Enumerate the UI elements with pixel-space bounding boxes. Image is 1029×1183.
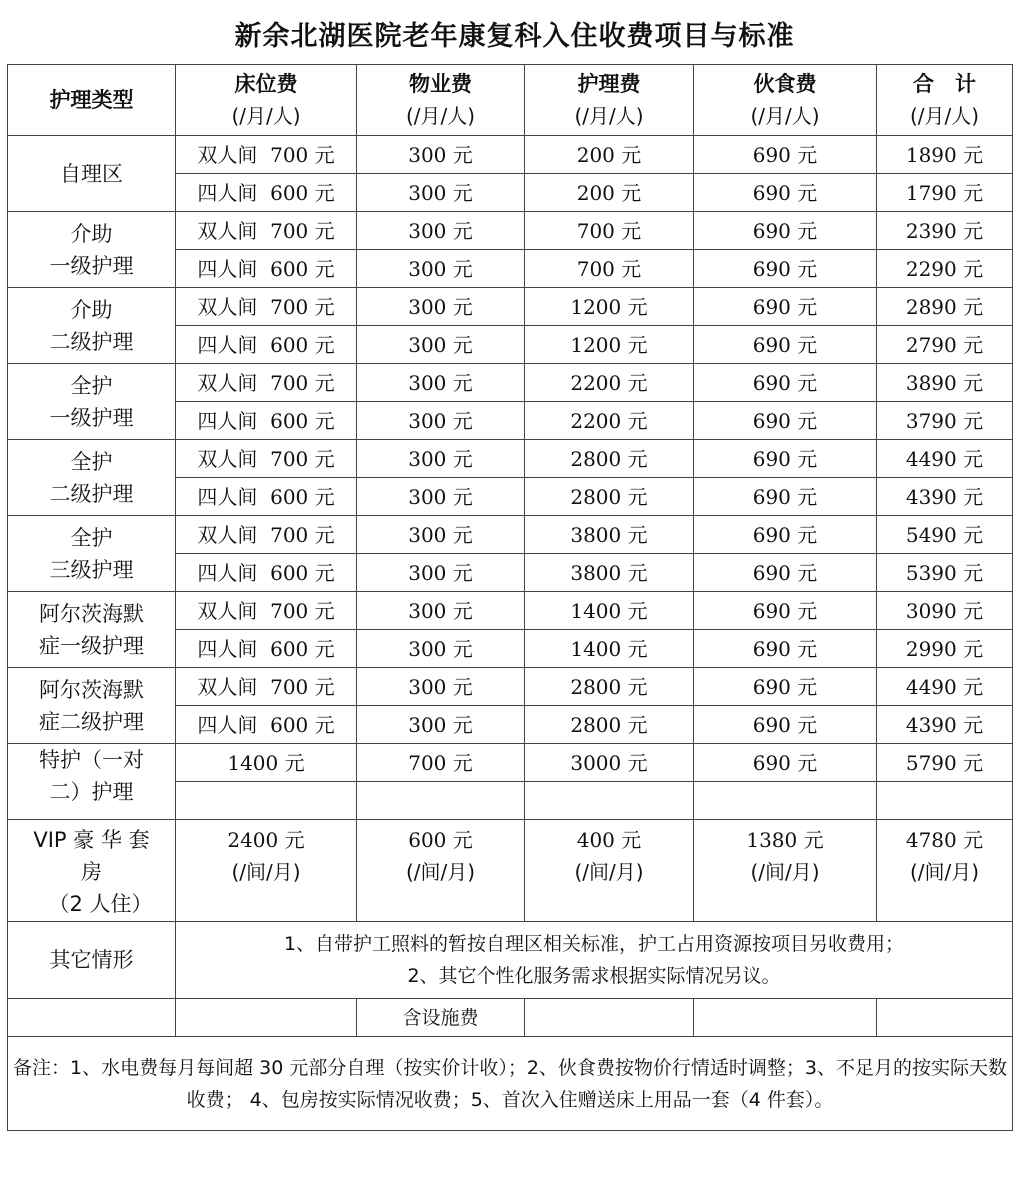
bed-fee — [176, 326, 357, 364]
facility-fee-note: 含设施费 — [357, 999, 525, 1037]
property-fee: 300 元 — [357, 250, 525, 288]
bed-fee — [176, 212, 357, 250]
meal-fee: 690 元 — [694, 288, 877, 326]
bed-fee-amount: 700 元 — [270, 294, 335, 319]
room-type: 四人间 — [197, 484, 258, 509]
nursing-fee: 700 元 — [525, 250, 694, 288]
room-type: 四人间 — [197, 332, 258, 357]
property-fee: 300 元 — [357, 668, 525, 706]
header-total: 合 计 (/月/人) — [877, 65, 1013, 136]
bed-fee-amount: 600 元 — [270, 408, 335, 433]
meal-fee: 690 元 — [694, 478, 877, 516]
property-fee: 300 元 — [357, 136, 525, 174]
care-type: 全护 三级护理 — [8, 516, 176, 592]
nursing-fee: 1400 元 — [525, 630, 694, 668]
bed-fee-amount: 600 元 — [270, 560, 335, 585]
fee-row — [8, 440, 1013, 478]
bed-fee: 2400 元 (/间/月) — [176, 820, 357, 922]
bed-fee — [176, 668, 357, 706]
meal-fee: 690 元 — [694, 744, 877, 782]
total-fee: 4390 元 — [877, 478, 1013, 516]
fee-table — [7, 64, 1013, 1131]
meal-fee: 690 元 — [694, 592, 877, 630]
total-fee: 5490 元 — [877, 516, 1013, 554]
empty-cell — [877, 782, 1013, 820]
empty-cell — [694, 999, 877, 1037]
bed-fee-amount: 600 元 — [270, 332, 335, 357]
care-type: 自理区 — [8, 136, 176, 212]
meal-fee: 690 元 — [694, 630, 877, 668]
facility-fee-row — [8, 999, 1013, 1037]
nursing-fee: 1200 元 — [525, 288, 694, 326]
bed-fee-amount: 700 元 — [270, 142, 335, 167]
total-fee: 1790 元 — [877, 174, 1013, 212]
meal-fee: 690 元 — [694, 516, 877, 554]
care-type: 阿尔茨海默 症一级护理 — [8, 592, 176, 668]
fee-row — [8, 592, 1013, 630]
property-fee: 300 元 — [357, 592, 525, 630]
other-situations-row — [8, 922, 1013, 999]
header-meal-fee: 伙食费 (/月/人) — [694, 65, 877, 136]
care-groups — [8, 136, 1013, 744]
meal-fee: 690 元 — [694, 326, 877, 364]
fee-row — [8, 668, 1013, 706]
fee-row — [8, 212, 1013, 250]
nursing-fee: 2800 元 — [525, 440, 694, 478]
nursing-fee: 2800 元 — [525, 668, 694, 706]
property-fee: 300 元 — [357, 174, 525, 212]
property-fee: 300 元 — [357, 288, 525, 326]
total-fee: 2990 元 — [877, 630, 1013, 668]
bed-fee: 1400 元 — [176, 744, 357, 782]
nursing-fee: 1400 元 — [525, 592, 694, 630]
nursing-fee: 2800 元 — [525, 478, 694, 516]
room-type: 双人间 — [197, 218, 258, 243]
care-type: 全护 二级护理 — [8, 440, 176, 516]
care-type: 介助 二级护理 — [8, 288, 176, 364]
nursing-fee: 3000 元 — [525, 744, 694, 782]
meal-fee: 690 元 — [694, 136, 877, 174]
nursing-fee: 3800 元 — [525, 516, 694, 554]
header-property-fee: 物业费 (/月/人) — [357, 65, 525, 136]
property-fee: 700 元 — [357, 744, 525, 782]
property-fee: 300 元 — [357, 364, 525, 402]
room-type: 双人间 — [197, 370, 258, 395]
room-type: 四人间 — [197, 636, 258, 661]
nursing-fee: 2200 元 — [525, 364, 694, 402]
meal-fee: 690 元 — [694, 364, 877, 402]
property-fee: 300 元 — [357, 706, 525, 744]
total-fee: 2790 元 — [877, 326, 1013, 364]
nursing-fee: 1200 元 — [525, 326, 694, 364]
bed-fee-amount: 600 元 — [270, 484, 335, 509]
other-situations-text: 1、自带护工照料的暂按自理区相关标准，护工占用资源按项目另收费用； 2、其它个性化服务需求根据实际情况另议。 — [176, 922, 1013, 999]
bed-fee-amount: 600 元 — [270, 256, 335, 281]
other-situations-label: 其它情形 — [8, 922, 176, 999]
bed-fee — [176, 440, 357, 478]
bed-fee — [176, 250, 357, 288]
meal-fee: 690 元 — [694, 668, 877, 706]
document-title: 新余北湖医院老年康复科入住收费项目与标准 — [234, 21, 795, 52]
empty-cell — [525, 999, 694, 1037]
bed-fee-amount: 700 元 — [270, 370, 335, 395]
header-row — [8, 65, 1013, 136]
total-fee: 4390 元 — [877, 706, 1013, 744]
property-fee: 300 元 — [357, 326, 525, 364]
meal-fee: 690 元 — [694, 554, 877, 592]
meal-fee: 690 元 — [694, 250, 877, 288]
empty-cell — [357, 782, 525, 820]
room-type: 双人间 — [197, 142, 258, 167]
fee-row — [8, 288, 1013, 326]
total-fee: 5790 元 — [877, 744, 1013, 782]
empty-cell — [176, 999, 357, 1037]
room-type: 四人间 — [197, 560, 258, 585]
special-care-row — [8, 744, 1013, 782]
nursing-fee: 400 元 (/间/月) — [525, 820, 694, 922]
bed-fee — [176, 706, 357, 744]
total-fee: 2290 元 — [877, 250, 1013, 288]
bed-fee-amount: 700 元 — [270, 522, 335, 547]
meal-fee: 690 元 — [694, 402, 877, 440]
total-fee: 2390 元 — [877, 212, 1013, 250]
nursing-fee: 2200 元 — [525, 402, 694, 440]
bed-fee — [176, 288, 357, 326]
bed-fee-amount: 600 元 — [270, 180, 335, 205]
room-type: 双人间 — [197, 294, 258, 319]
property-fee: 300 元 — [357, 212, 525, 250]
bed-fee — [176, 478, 357, 516]
header-bed-fee: 床位费 (/月/人) — [176, 65, 357, 136]
empty-cell — [8, 999, 176, 1037]
nursing-fee: 700 元 — [525, 212, 694, 250]
notes-row — [8, 1037, 1013, 1131]
property-fee: 300 元 — [357, 402, 525, 440]
bed-fee — [176, 516, 357, 554]
header-care-type: 护理类型 — [8, 65, 176, 136]
bed-fee — [176, 174, 357, 212]
care-type-special: 特护（一对 二）护理 — [8, 744, 176, 820]
header-nursing-fee: 护理费 (/月/人) — [525, 65, 694, 136]
room-type: 四人间 — [197, 712, 258, 737]
bed-fee — [176, 402, 357, 440]
total-fee: 5390 元 — [877, 554, 1013, 592]
property-fee: 300 元 — [357, 440, 525, 478]
room-type: 双人间 — [197, 522, 258, 547]
total-fee: 1890 元 — [877, 136, 1013, 174]
bed-fee-amount: 700 元 — [270, 446, 335, 471]
nursing-fee: 200 元 — [525, 136, 694, 174]
fee-row — [8, 516, 1013, 554]
bed-fee-amount: 700 元 — [270, 598, 335, 623]
bed-fee — [176, 630, 357, 668]
total-fee: 3090 元 — [877, 592, 1013, 630]
bed-fee-amount: 700 元 — [270, 218, 335, 243]
bed-fee-amount: 600 元 — [270, 636, 335, 661]
property-fee: 300 元 — [357, 554, 525, 592]
care-type-vip: VIP 豪 华 套 房 （2 人住） — [8, 820, 176, 922]
total-fee: 3790 元 — [877, 402, 1013, 440]
total-fee: 4780 元 (/间/月) — [877, 820, 1013, 922]
meal-fee: 690 元 — [694, 212, 877, 250]
property-fee: 300 元 — [357, 516, 525, 554]
empty-cell — [877, 999, 1013, 1037]
property-fee: 600 元 (/间/月) — [357, 820, 525, 922]
total-fee: 3890 元 — [877, 364, 1013, 402]
notes-text: 备注：1、水电费每月每间超 30 元部分自理（按实价计收）；2、伙食费按物价行情适时调整；3、不足月的按实际天数收费； 4、包房按实际情况收费；5、首次入住赠送床上用品一套（4 件套）。 — [8, 1037, 1013, 1131]
bed-fee — [176, 364, 357, 402]
room-type: 双人间 — [197, 674, 258, 699]
meal-fee: 690 元 — [694, 440, 877, 478]
vip-row — [8, 820, 1013, 922]
room-type: 四人间 — [197, 256, 258, 281]
nursing-fee: 200 元 — [525, 174, 694, 212]
care-type: 阿尔茨海默 症二级护理 — [8, 668, 176, 744]
fee-row — [8, 364, 1013, 402]
bed-fee — [176, 554, 357, 592]
total-fee: 4490 元 — [877, 440, 1013, 478]
nursing-fee: 2800 元 — [525, 706, 694, 744]
room-type: 四人间 — [197, 180, 258, 205]
bed-fee — [176, 136, 357, 174]
property-fee: 300 元 — [357, 478, 525, 516]
room-type: 双人间 — [197, 598, 258, 623]
bed-fee-amount: 700 元 — [270, 674, 335, 699]
care-type: 介助 一级护理 — [8, 212, 176, 288]
care-type: 全护 一级护理 — [8, 364, 176, 440]
room-type: 四人间 — [197, 408, 258, 433]
bed-fee-amount: 600 元 — [270, 712, 335, 737]
property-fee: 300 元 — [357, 630, 525, 668]
meal-fee: 690 元 — [694, 706, 877, 744]
empty-cell — [176, 782, 357, 820]
empty-cell — [525, 782, 694, 820]
fee-row — [8, 136, 1013, 174]
meal-fee: 1380 元 (/间/月) — [694, 820, 877, 922]
empty-cell — [694, 782, 877, 820]
total-fee: 2890 元 — [877, 288, 1013, 326]
bed-fee — [176, 592, 357, 630]
meal-fee: 690 元 — [694, 174, 877, 212]
nursing-fee: 3800 元 — [525, 554, 694, 592]
total-fee: 4490 元 — [877, 668, 1013, 706]
room-type: 双人间 — [197, 446, 258, 471]
